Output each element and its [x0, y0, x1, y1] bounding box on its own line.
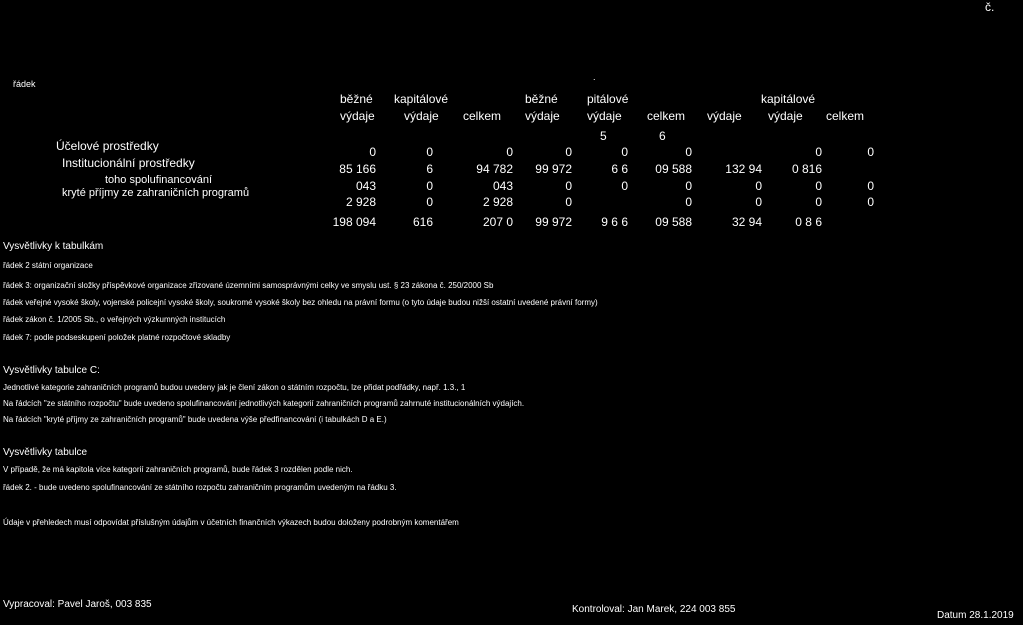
notes1-line: řádek 7: podle podseskupení položek platné rozpočtové skladby [3, 333, 231, 342]
notes3-line: V případě, že má kapitola více kategorií zahraničních programů, bude řádek 3 rozdělen podle nich. [3, 465, 353, 474]
table-cell: 0 [685, 179, 692, 193]
header-celkem-3: celkem [826, 109, 865, 123]
notes2-line: Jednotlivé kategorie zahraničních programů budou uvedeny jak je člení zákon o státním rozpočtu, lze přidat podřádky, např. 1.3., 1 [3, 383, 466, 392]
row-label-spolufinancovani: toho spolufinancování [105, 174, 213, 186]
final-note: Údaje v přehledech musí odpovídat příslušným údajům v účetních finančních výkazech budou doloženy podrobným komentářem [3, 518, 459, 527]
table-cell: 0 [565, 195, 572, 209]
col-number-6: 6 [659, 129, 666, 143]
notes1-line: řádek zákon č. 1/2005 Sb., o veřejných výzkumných institucích [3, 315, 226, 324]
table-cell: 0 [565, 179, 572, 193]
header-celkem-1: celkem [463, 109, 502, 123]
table-cell: 2 928 [345, 195, 376, 209]
table-cell: 09 588 [655, 215, 692, 229]
header-vydaje-3b: výdaje [768, 109, 803, 123]
table-cell: 0 [867, 145, 874, 159]
table-cell: 616 [412, 215, 433, 229]
table-cell: 198 094 [332, 215, 376, 229]
dot-mark: . [593, 72, 596, 82]
table-cell: 0 [426, 195, 433, 209]
header-pitalove-2b: pitálové [587, 92, 629, 106]
table-cell: 0 [815, 195, 822, 209]
table-cell: 0 [815, 179, 822, 193]
row-label-ucelove: Účelové prostředky [56, 139, 159, 153]
prepared-by: Vypracoval: Pavel Jaroš, 003 835 [3, 599, 152, 610]
table-cell: 0 [867, 179, 874, 193]
notes1-line: řádek 2 státní organizace [3, 261, 93, 270]
corner-mark: č. [985, 0, 995, 14]
row-label-institucionalni: Institucionální prostředky [62, 156, 195, 170]
table-cell: 0 [565, 145, 572, 159]
table-cell: 0 [621, 179, 628, 193]
table-cell: 0 [815, 145, 822, 159]
header-bezne-1a: běžné [340, 92, 373, 106]
header-kapitalove-1b: kapitálové [394, 92, 449, 106]
table-cell: 0 [867, 195, 874, 209]
header-vydaje-1a: výdaje [340, 109, 375, 123]
table-cell: 2 928 [482, 195, 513, 209]
table-cell: 0 [426, 145, 433, 159]
table-cell: 32 94 [731, 215, 762, 229]
table-cell: 0 816 [791, 162, 822, 176]
notes2-line: Na řádcích "ze státního rozpočtu" bude uvedeno spolufinancování jednotlivých kategorií zahraničních programů zahrnuté institucionálních výdajích. [3, 399, 525, 408]
table-cell: 0 [685, 145, 692, 159]
notes3-title: Vysvětlivky tabulce [3, 447, 88, 458]
notes1-line: řádek 3: organizační složky příspěvkové organizace zřizované územními samosprávnými celky ve smyslu ust. § 23 zákona č. 250/2000 Sb [3, 281, 494, 290]
table-cell: 0 [755, 179, 762, 193]
table-cell: 0 [506, 145, 513, 159]
notes1-line: řádek veřejné vysoké školy, vojenské policejní vysoké školy, soukromé vysoké školy bez ohledu na právní formu (o tyto údaje budou nižší ostatní uvedené právní formy) [3, 298, 598, 307]
table-cell: 0 [755, 195, 762, 209]
header-vydaje-1b: výdaje [404, 109, 439, 123]
checked-by: Kontroloval: Jan Marek, 224 003 855 [572, 604, 736, 615]
table-cell: 043 [355, 179, 376, 193]
table-cell: 0 [369, 145, 376, 159]
col-number-5: 5 [600, 129, 607, 143]
row-label-kryte-prijmy: kryté příjmy ze zahraničních programů [62, 187, 250, 199]
table-cell: 99 972 [535, 162, 572, 176]
date: Datum 28.1.2019 [937, 610, 1014, 621]
header-vydaje-2a: výdaje [525, 109, 560, 123]
header-bezne-2a: běžné [525, 92, 558, 106]
notes2-line: Na řádcích "kryté příjmy ze zahraničních programů" bude uvedena výše předfinancování (i tabulkách D a E.) [3, 415, 387, 424]
table-cell: 99 972 [535, 215, 572, 229]
table-cell: 6 [426, 162, 433, 176]
table-cell: 0 8 6 [795, 215, 822, 229]
table-cell: 94 782 [476, 162, 513, 176]
table-cell: 132 94 [725, 162, 762, 176]
table-cell: 6 6 [611, 162, 628, 176]
notes2-title: Vysvětlivky tabulce C: [3, 365, 100, 376]
notes1-title: Vysvětlivky k tabulkám [3, 241, 104, 252]
row-header: řádek [13, 79, 36, 89]
notes3-line: řádek 2. - bude uvedeno spolufinancování ze státního rozpočtu zahraničním programům uvedeným na řádku 3. [3, 483, 397, 492]
table-cell: 9 6 6 [601, 215, 628, 229]
table-cell: 0 [426, 179, 433, 193]
header-vydaje-3a: výdaje [707, 109, 742, 123]
table-cell: 85 166 [339, 162, 376, 176]
header-vydaje-2b: výdaje [587, 109, 622, 123]
table-cell: 207 0 [482, 215, 513, 229]
table-cell: 043 [492, 179, 513, 193]
header-celkem-2: celkem [647, 109, 686, 123]
table-cell: 09 588 [655, 162, 692, 176]
table-cell: 0 [685, 195, 692, 209]
header-kapitalove-3b: kapitálové [761, 92, 816, 106]
table-cell: 0 [621, 145, 628, 159]
